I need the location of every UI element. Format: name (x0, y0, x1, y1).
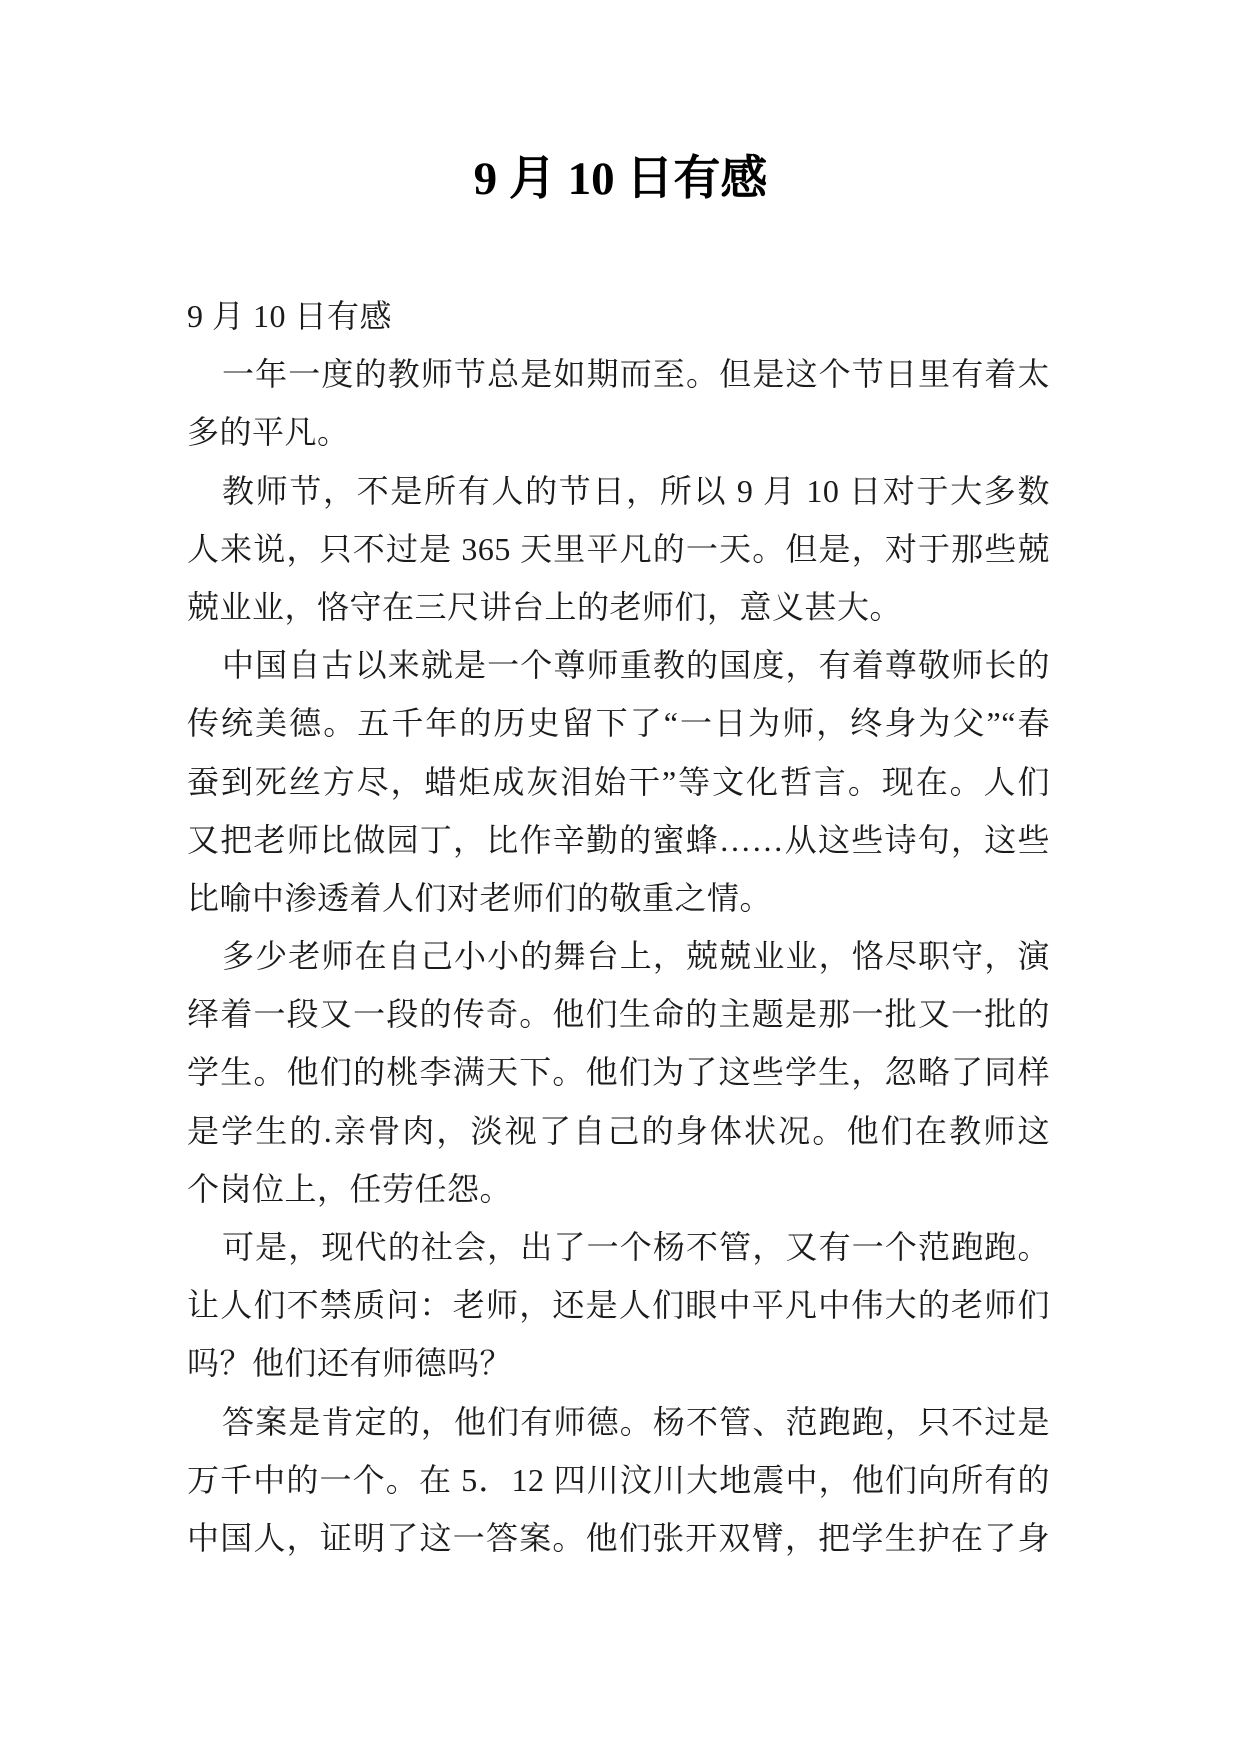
body-line: 9 月 10 日有感 (187, 298, 393, 334)
document-body (187, 287, 1050, 1567)
body-line: 中国自古以来就是一个尊师重教的国度，有着尊敬师长的 (222, 647, 1050, 684)
body-line: 学生。他们的桃李满天下。他们为了这些学生，忽略了同样 (187, 1054, 1050, 1091)
body-line: 一年一度的教师节总是如期而至。但是这个节日里有着太 (222, 356, 1050, 393)
body-line: 个岗位上，任劳任怨。 (187, 1170, 513, 1207)
body-line: 又把老师比做园丁，比作辛勤的蜜蜂……从这些诗句，这些 (187, 821, 1050, 858)
body-line: 绎着一段又一段的传奇。他们生命的主题是那一批又一批的 (187, 996, 1050, 1033)
body-line: 中国人，证明了这一答案。他们张开双臂，把学生护在了身 (187, 1519, 1050, 1556)
body-line: 让人们不禁质问：老师，还是人们眼中平凡中伟大的老师们 (187, 1287, 1050, 1324)
body-line: 比喻中渗透着人们对老师们的敬重之情。 (187, 879, 773, 916)
body-line: 兢业业，恪守在三尺讲台上的老师们，意义甚大。 (187, 588, 903, 625)
body-line: 多的平凡。 (187, 414, 350, 451)
body-line: 多少老师在自己小小的舞台上，兢兢业业，恪尽职守，演 (222, 938, 1050, 975)
body-line: 教师节，不是所有人的节日，所以 9 月 10 日对于大多数 (222, 472, 1050, 509)
body-line: 可是，现代的社会，出了一个杨不管，又有一个范跑跑。 (222, 1229, 1050, 1265)
document-title: 9 月 10 日有感 (473, 153, 768, 205)
body-line: 蚕到死丝方尽，蜡炬成灰泪始干”等文化哲言。现在。人们 (187, 763, 1050, 800)
body-line: 人来说，只不过是 365 天里平凡的一天。但是，对于那些兢 (187, 530, 1050, 567)
body-line: 传统美德。五千年的历史留下了“一日为师，终身为父”“春 (187, 705, 1050, 742)
body-line: 答案是肯定的，他们有师德。杨不管、范跑跑，只不过是 (222, 1403, 1050, 1440)
body-line: 吗？他们还有师德吗？ (187, 1345, 513, 1382)
body-line: 万千中的一个。在 5．12 四川汶川大地震中，他们向所有的 (187, 1461, 1050, 1498)
body-line: 是学生的.亲骨肉，淡视了自己的身体状况。他们在教师这 (187, 1112, 1050, 1149)
